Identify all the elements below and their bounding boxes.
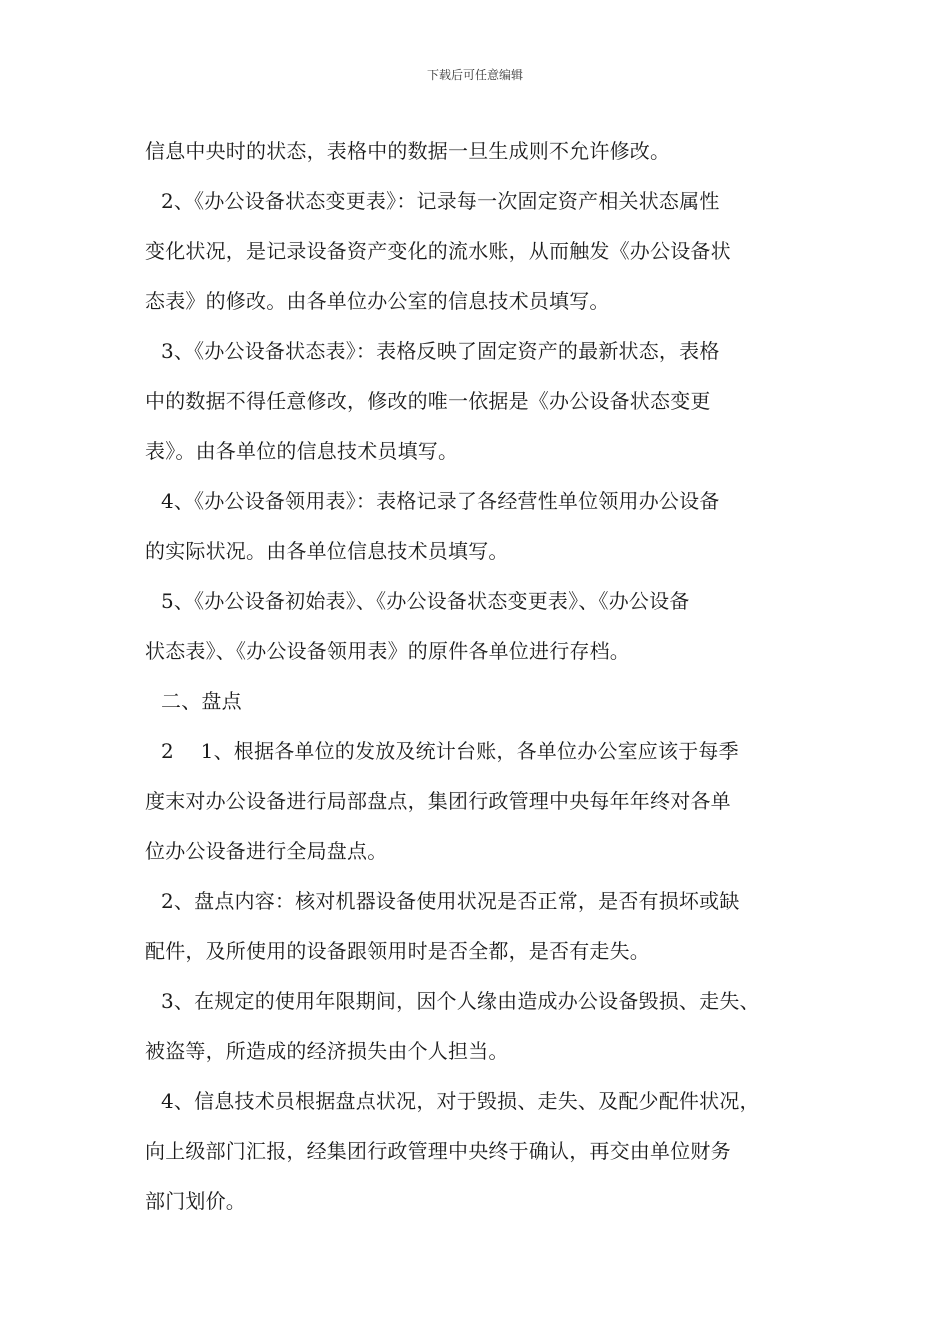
- text-line: 配件，及所使用的设备跟领用时是否全都，是否有走失。: [145, 939, 650, 963]
- text-line: 被盗等，所造成的经济损失由个人担当。: [145, 1039, 509, 1063]
- text-line: 4、《办公设备领用表》：表格记录了各经营性单位领用办公设备: [161, 489, 720, 513]
- text-line: 信息中央时的状态，表格中的数据一旦生成则不允许修改。: [145, 139, 671, 163]
- text-line: 2、《办公设备状态变更表》：记录每一次固定资产相关状态属性: [161, 189, 720, 213]
- text-line: 中的数据不得任意修改，修改的唯一依据是《办公设备状态变更: [145, 389, 711, 413]
- text-line: 位办公设备进行全局盘点。: [145, 839, 388, 863]
- text-line: 态表》的修改。由各单位办公室的信息技术员填写。: [145, 289, 610, 313]
- text-line: 4、信息技术员根据盘点状况，对于毁损、走失、及配少配件状况，: [161, 1089, 760, 1113]
- text-line: 状态表》、《办公设备领用表》的原件各单位进行存档。: [145, 639, 630, 663]
- text-line: 3、《办公设备状态表》：表格反映了固定资产的最新状态，表格: [161, 339, 720, 363]
- text-line: 5、《办公设备初始表》、《办公设备状态变更表》、《办公设备: [161, 589, 690, 613]
- document-body: [145, 130, 825, 1230]
- text-line: 的实际状况。由各单位信息技术员填写。: [145, 539, 509, 563]
- text-line: 部门划价。: [145, 1189, 246, 1213]
- text-line: 向上级部门汇报，经集团行政管理中央终于确认，再交由单位财务: [145, 1139, 731, 1163]
- section-heading: 二、盘点: [161, 689, 242, 713]
- text-line: 表》。由各单位的信息技术员填写。: [145, 439, 459, 463]
- text-line: 2 1、根据各单位的发放及统计台账，各单位办公室应该于每季: [161, 739, 739, 763]
- text-line: 3、在规定的使用年限期间，因个人缘由造成办公设备毁损、走失、: [161, 989, 760, 1013]
- text-line: 度末对办公设备进行局部盘点，集团行政管理中央每年年终对各单: [145, 789, 731, 813]
- page-header: 下载后可任意编辑: [426, 68, 523, 82]
- text-line: 变化状况，是记录设备资产变化的流水账，从而触发《办公设备状: [145, 239, 731, 263]
- text-line: 2、盘点内容：核对机器设备使用状况是否正常，是否有损坏或缺: [161, 889, 740, 913]
